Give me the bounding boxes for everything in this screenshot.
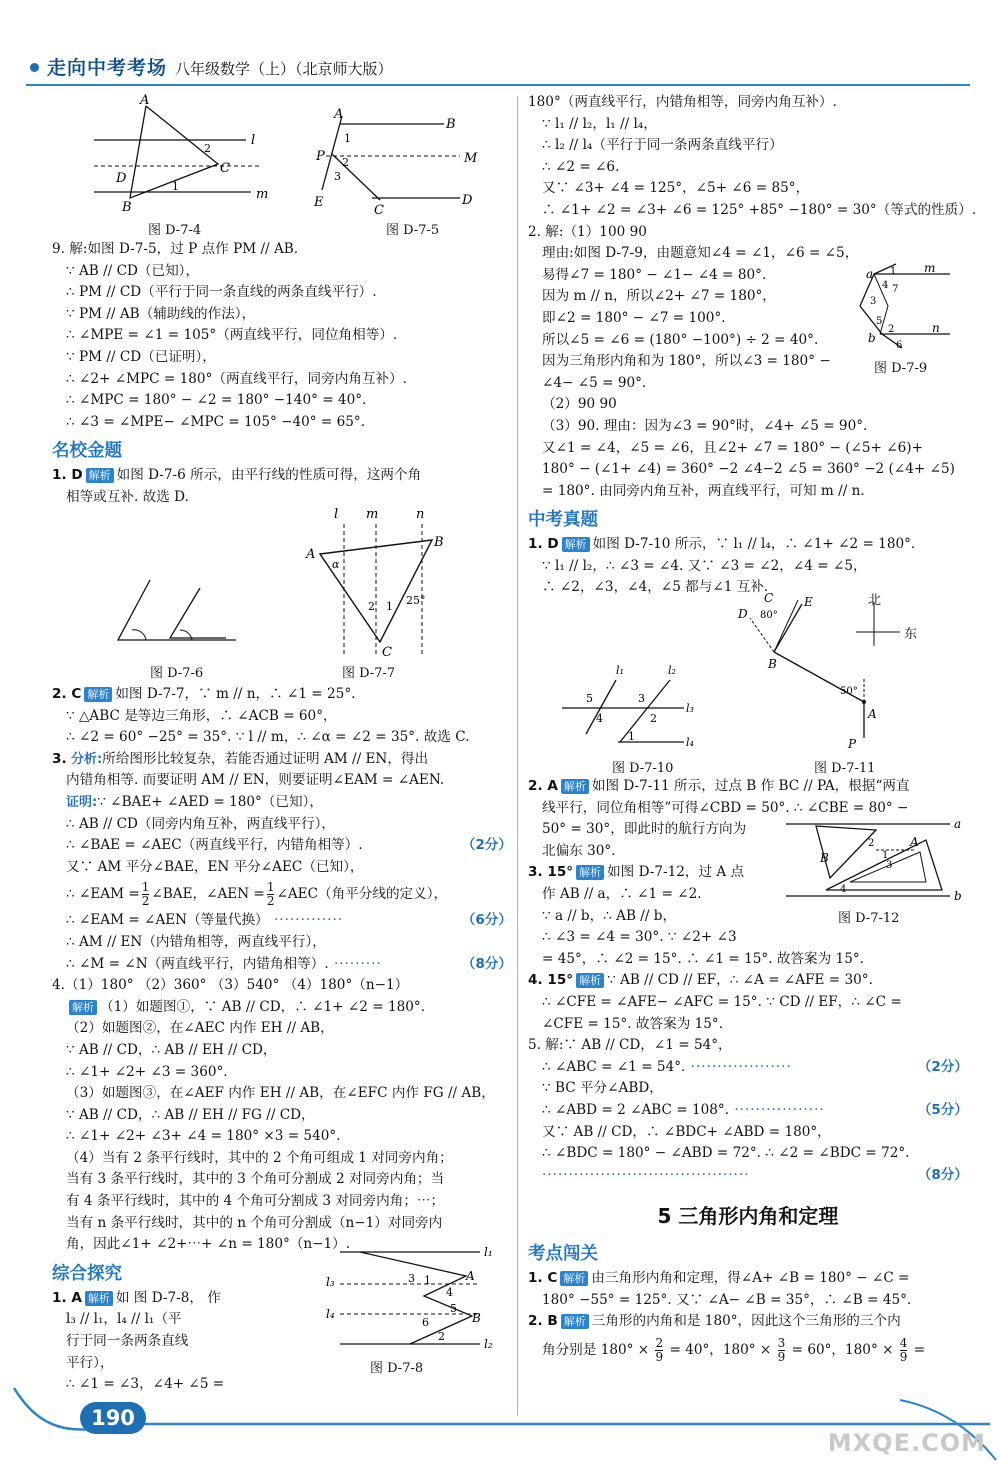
figure-d-7-9 [852,262,962,354]
r-q2-text: 因为 m // n，所以∠2+ ∠7 = 180°， [542,288,776,305]
svg-text:a: a [866,267,874,281]
svg-text:l₂: l₂ [668,664,676,677]
k2-text: = 60°，180° × [791,1342,894,1359]
compass-east: 东 [904,627,918,642]
k2-text: 角分别是 180° × [542,1342,650,1359]
svg-text:B: B [446,117,456,132]
q9-line: ∴ ∠3 = ∠MPE− ∠MPC = 105° −40° = 65°. [66,413,366,430]
svg-text:C: C [374,203,384,218]
figure-d-7-10 [556,660,706,756]
analysis-tag: 解析 [69,1000,97,1015]
z5-text: 又∵ AB // CD，∴ ∠BDC+ ∠ABD = 180°， [542,1123,831,1140]
q9-line: ∵ PM // AB（辅助线的作法）， [66,305,256,322]
z4-text: ∴ ∠CFE = ∠AFE− ∠AFC = 15°. ∵ CD // EF，∴ ∠C = [542,993,902,1010]
q-number: 2. A [528,778,558,794]
svg-text:m: m [924,262,936,275]
analysis-tag: 解析 [562,537,590,552]
r-q2-text: 即∠2 = 180° − ∠7 = 100°. [542,309,726,326]
score-mark: （8分） [917,1166,968,1183]
figure-d-7-11 [730,590,930,750]
z2-text: 如图 D-7-11 所示，过点 B 作 BC // PA，根据“两直 [591,778,910,794]
k2-text: = [913,1342,926,1359]
figure-d-7-5 [312,94,492,222]
leader-dots: ··················· [685,1058,792,1075]
chapter-title: 5 三角形内角和定理 [657,1204,839,1229]
svg-text:m: m [366,507,379,522]
svg-text:m: m [256,187,269,202]
zhengming-label: 证明: [66,794,98,810]
svg-text:l: l [251,133,256,148]
svg-text:B: B [820,851,829,865]
svg-text:l₃: l₃ [686,702,694,715]
q-number: 1. C [528,1270,558,1287]
q3-text: ∴ ∠EAM = ∠AEN（等量代换） [66,912,269,929]
svg-text:25°: 25° [406,594,426,607]
caption-d-7-6: 图 D-7-6 [150,666,204,681]
q-number: 1. D [52,467,83,484]
q3-text: 又∵ AM 平分∠BAE，EN 平分∠AEC（已知）， [66,858,364,875]
svg-text:b: b [954,889,962,903]
q1b-text: 如 图 D-7-8， 作 [115,1289,221,1306]
z5-text: ∵ BC 平分∠ABD， [542,1080,663,1097]
svg-text:C: C [382,645,392,660]
q9-line: ∴ PM // CD（平行于同一条直线的两条直线平行）. [66,284,377,301]
svg-text:2: 2 [204,142,211,155]
svg-text:B: B [122,200,132,215]
z4-text: ∠CFE = 15°. 故答案为 15°. [542,1015,724,1032]
z3-text: ∵ a // b，∴ AB // b， [542,907,677,924]
q1b-text: 平行）， [66,1354,114,1371]
q1-text: 如图 D-7-6 所示，由平行线的性质可得，这两个角 [116,467,422,484]
figure-d-7-6 [100,570,250,660]
r-q2-text: ∠4− ∠5 = 90°. [542,374,647,391]
r-q2-text: 因为三角形内角和为 180°，所以∠3 = 180° − [542,353,831,370]
q1-text: 相等或互补. 故选 D. [66,488,189,505]
q4-text: 有 4 条平行线时，其中的 4 个角可分割成 3 对同旁内角；⋯； [66,1193,445,1210]
z3-text: = 45°，∴ ∠2 = 15°. ∴ ∠1 = 15°. 故答案为 15°. [542,950,864,967]
analysis-tag: 解析 [576,973,604,988]
section-title-zhongkao: 中考真题 [528,510,598,531]
z3-text: 作 AB // a，∴ ∠1 = ∠2. [542,885,702,902]
q2-text: ∵ △ABC 是等边三角形，∴ ∠ACB = 60°， [66,707,337,724]
leader-dots: ········· [328,955,382,972]
q9-line: ∴ ∠MPE = ∠1 = 105°（两直线平行，同位角相等）. [66,327,398,344]
svg-text:E: E [804,595,813,609]
cont-text: 又∵ ∠3+ ∠4 = 125°，∠5+ ∠6 = 85°， [542,180,810,197]
svg-text:α: α [332,558,340,571]
r-q2-text: 理由:如图 D-7-9，由题意知∠4 = ∠1，∠6 = ∠5， [542,245,859,262]
z5-text: 5. 解:∵ AB // CD，∠1 = 54°， [528,1037,732,1054]
leader-dots: ················· [729,1101,825,1118]
svg-text:l₁: l₁ [616,664,624,677]
score-mark: （6分） [461,912,512,929]
analysis-tag: 解析 [561,1314,589,1329]
r-q2-text: （3）90. 理由：因为∠3 = 90°时，∠4+ ∠5 = 90°. [542,417,868,434]
figure-d-7-8 [300,1240,500,1358]
svg-text:2: 2 [868,838,875,849]
analysis-tag: 解析 [86,468,114,483]
svg-text:A: A [334,107,344,122]
svg-text:P: P [848,737,857,750]
q-number: 2. C [52,686,82,702]
caption-d-7-7: 图 D-7-7 [342,666,396,681]
svg-text:b: b [868,331,876,345]
svg-text:1: 1 [344,132,351,145]
cont-text: ∴ ∠2 = ∠6. [542,158,620,175]
q4-text: （1）如题图①，∵ AB // CD，∴ ∠1+ ∠2 = 180°. [100,998,426,1015]
svg-text:B: B [434,535,444,550]
q4-text: 4.（1）180° （2）360° （3）540° （4）180°（n−1） [52,977,409,994]
svg-text:A: A [868,707,877,721]
svg-text:3: 3 [638,692,645,705]
svg-text:l: l [334,507,339,522]
q3-text: ∠BAE，∠AEN = [151,886,265,903]
svg-text:2: 2 [888,324,895,335]
left-column [52,239,512,509]
caption-d-7-11: 图 D-7-11 [814,761,876,776]
svg-text:5: 5 [876,316,883,327]
svg-text:1: 1 [882,850,889,861]
svg-text:B: B [768,657,777,671]
leader-dots: ············· [268,912,344,929]
column-divider [517,96,518,1416]
q4-text: 当有 n 条平行线时，其中的 n 个角可分割成（n−1）对同旁内 [66,1214,443,1231]
z4-text: ∵ AB // CD // EF，∴ ∠A = ∠AFE = 30°. [607,972,873,989]
q1b-text: 行于同一条两条直线 [66,1333,189,1350]
fraction-half: $\frac{1}{2}$ [141,880,150,909]
q4-text: （3）如题图③，在∠AEF 内作 EH // AB，在∠EFC 内作 FG // AB， [66,1085,495,1102]
svg-text:1: 1 [386,600,393,613]
q3-text: ∴ ∠M = ∠N（两直线平行，内错角相等）. [66,955,329,972]
svg-text:A: A [306,547,316,562]
q2-text: ∴ ∠2 = 60° −25° = 35°. ∵ l // m，∴ ∠α = ∠2 = 35°. 故选 C. [66,729,470,746]
svg-text:3: 3 [408,1272,415,1285]
svg-text:D: D [738,607,748,621]
analysis-tag: 解析 [561,779,589,794]
svg-text:C: C [220,161,230,176]
z5-text: ∴ ∠ABD = 2 ∠ABC = 108°. [542,1101,730,1118]
svg-text:B: B [472,1311,481,1325]
q3-text: ∴ ∠BAE = ∠AEC（两直线平行，内错角相等）. [66,837,363,854]
q3-text: 内错角相等. 而要证明 AM // EN，则要证明∠EAM = ∠AEN. [66,772,445,789]
cont-text: ∵ l₁ // l₂，l₁ // l₄， [542,115,657,132]
r-q2-text: 180° − (∠1+ ∠4) = 360° −2 ∠4−2 ∠5 = 360° −2 (∠4+ ∠5) [542,461,955,478]
q1b-text: l₃ // l₁，l₄ // l₁（平 [66,1311,182,1328]
q3-text: 所给图形比较复杂，若能否通过证明 AM // EN，得出 [102,750,429,767]
q4-text: 角，因此∠1+ ∠2+⋯+ ∠n = 180°（n−1）. [66,1236,351,1253]
svg-text:1: 1 [628,730,635,743]
z2-text: 线平行，同位角相等”可得∠CBD = 50°. ∴ ∠CBE = 80° − [542,799,909,816]
analysis-tag: 解析 [560,1271,588,1286]
score-mark: （5分） [917,1101,968,1118]
section-title-zonghe: 综合探究 [52,1263,122,1284]
svg-text:3: 3 [334,170,341,183]
svg-text:E: E [314,195,324,210]
k1-text: 由三角形内角和定理，得∠A+ ∠B = 180° − ∠C = [591,1270,910,1287]
z5-text: ∴ ∠BDC = 180° − ∠ABD = 72°. ∴ ∠2 = ∠BDC = 72°. [542,1145,910,1162]
svg-text:50°: 50° [840,686,858,697]
cont-text: ∴ ∠1+ ∠2 = ∠3+ ∠6 = 125° +85° −180° = 30°（等式的性质）. [542,201,977,218]
caption-d-7-10: 图 D-7-10 [612,761,674,776]
svg-text:4: 4 [840,884,847,895]
q4-text: ∴ ∠1+ ∠2+ ∠3 = 360°. [66,1063,228,1080]
q-number: 1. A [52,1289,82,1306]
q9-line: ∴ ∠2+ ∠MPC = 180°（两直线平行，同旁内角互补）. [66,370,407,387]
page-number: 190 [80,1402,146,1434]
svg-text:80°: 80° [760,610,778,621]
svg-text:7: 7 [892,284,899,295]
svg-text:6: 6 [896,340,903,351]
svg-text:2: 2 [650,712,657,725]
r-q2-text: 2. 解:（1）100 90 [528,223,647,240]
compass-north: 北 [868,593,882,608]
svg-text:l₄: l₄ [686,736,694,749]
fraction: $\frac{4}{9}$ [899,1336,908,1365]
page-header [30,58,393,84]
caption-d-7-8: 图 D-7-8 [370,1361,424,1376]
z2-text: 北偏东 30°. [542,842,616,859]
svg-text:3: 3 [886,860,893,871]
figure-d-7-4 [86,94,276,224]
svg-text:2: 2 [438,1330,445,1343]
r-q2-text: （2）90 90 [542,396,617,413]
q2-text: 如图 D-7-7，∵ m // n，∴ ∠1 = 25°. [115,686,356,702]
k1-text: 180° −55° = 125°. 又∵ ∠A− ∠B = 35°，∴ ∠B = 45°. [542,1291,912,1308]
book-brand: 走向中考考场 [47,57,168,79]
section-title-mingxiao: 名校金题 [52,441,122,462]
q9-line: 9. 解:如图 D-7-5，过 P 点作 PM // AB. [52,241,299,257]
z1-text: 如图 D-7-10 所示，∵ l₁ // l₄，∴ ∠1+ ∠2 = 180°. [592,536,916,553]
r-q2-text: = 180°. 由同旁内角互补，两直线平行，可知 m // n. [542,482,865,499]
q4-text: （4）当有 2 条平行线时，其中的 2 个角可组成 1 对同旁内角； [66,1149,453,1166]
z2-text: 50° = 30°，即此时的航行方向为 [542,821,747,838]
q3-text: ∴ AB // CD（同旁内角互补，两直线平行）， [66,815,335,832]
r-q2-text: 又∠1 = ∠4，∠5 = ∠6，且∠2+ ∠7 = 180° − (∠5+ ∠6)+ [542,439,923,456]
score-mark: （2分） [917,1058,968,1075]
k2-text: = 40°，180° × [669,1342,772,1359]
svg-text:A: A [140,94,150,108]
svg-text:2: 2 [368,600,375,613]
svg-text:6: 6 [422,1316,429,1329]
header-rule [26,84,970,86]
z3-text: ∴ ∠3 = ∠4 = 30°. ∵ ∠2+ ∠3 [542,929,737,946]
svg-text:P: P [316,149,325,164]
q-number: 4. 15° [528,972,574,989]
fraction: $\frac{3}{9}$ [777,1336,786,1365]
k2-text: 三角形的内角和是 180°，因此这个三角形的三个内 [591,1313,901,1330]
svg-text:l₄: l₄ [326,1307,335,1321]
analysis-tag: 解析 [576,865,604,880]
caption-d-7-12: 图 D-7-12 [838,911,900,926]
figure-d-7-7 [300,506,470,664]
svg-text:2: 2 [342,156,349,169]
svg-text:1: 1 [172,180,179,193]
svg-text:l₃: l₃ [326,1275,335,1289]
fraction: $\frac{2}{9}$ [655,1336,664,1365]
q3-text: ∠AEC（角平分线的定义）， [276,886,448,903]
q4-text: ∴ ∠1+ ∠2+ ∠3+ ∠4 = 180° ×3 = 540°. [66,1128,341,1145]
svg-text:M: M [464,151,478,166]
svg-text:1: 1 [890,266,897,277]
svg-text:5: 5 [586,692,593,705]
fraction-half: $\frac{1}{2}$ [266,880,275,909]
score-mark: （8分） [461,955,512,972]
q4-text: 当有 3 条平行线时，其中的 3 个角可分割成 2 对同旁内角；当 [66,1171,445,1188]
z3-text: 如图 D-7-12，过 A 点 [607,864,745,881]
svg-text:4: 4 [446,1286,453,1299]
q4-text: （2）如题图②，在∠AEC 内作 EH // AB， [66,1020,334,1037]
q4-text: ∵ AB // CD，∴ AB // EH // CD， [66,1041,277,1058]
z1-text: ∴ ∠2，∠3，∠4，∠5 都与∠1 互补. [542,579,769,596]
q-number: 1. D [528,536,559,553]
r-q2-text: 所以∠5 = ∠6 = (180° −100°) ÷ 2 = 40°. [542,331,819,348]
fenxi-label: 分析: [70,751,103,767]
section-title-kaodian: 考点闯关 [528,1244,598,1265]
svg-text:n: n [416,507,425,522]
svg-text:C: C [764,591,774,605]
bullet-dot-icon [30,63,39,72]
svg-text:D: D [116,171,127,186]
book-subtitle: 八年级数学（上）（北京师大版） [175,60,393,78]
q-number: 2. B [528,1313,558,1330]
q9-line: ∵ AB // CD（已知）， [66,262,200,279]
z5-text: ∴ ∠ABC = ∠1 = 54°. [542,1058,686,1075]
svg-text:n: n [932,321,940,335]
analysis-tag: 解析 [85,1291,113,1306]
q9-line: ∴ ∠MPC = 180° − ∠2 = 180° −140° = 40°. [66,392,367,409]
caption-d-7-4: 图 D-7-4 [148,223,202,238]
caption-d-7-9: 图 D-7-9 [874,361,928,376]
z1-text: ∵ l₁ // l₂，∴ ∠3 = ∠4. 又∵ ∠3 = ∠2，∠4 = ∠5， [542,557,867,574]
q3-text: ∴ AM // EN（内错角相等，两直线平行）， [66,933,326,950]
svg-text:a: a [954,817,962,831]
cont-text: 180°（两直线平行，内错角相等，同旁内角互补）. [528,94,837,110]
svg-text:A: A [910,835,919,849]
q-number: 3. 15° [528,864,574,881]
caption-d-7-5: 图 D-7-5 [386,223,440,238]
analysis-tag: 解析 [84,687,112,702]
q1b-text: ∴ ∠1 = ∠3，∠4+ ∠5 = [66,1376,225,1393]
q4-text: ∵ AB // CD，∴ AB // EH // FG // CD， [66,1106,315,1123]
score-mark: （2分） [461,837,512,854]
svg-text:l₂: l₂ [484,1337,493,1351]
svg-text:1: 1 [424,1274,431,1287]
svg-text:A: A [466,1269,475,1283]
cont-text: ∴ l₂ // l₄（平行于同一条两条直线平行） [542,137,783,154]
watermark: MXQE.COM [827,1428,986,1457]
q3-text: ∵ ∠BAE+ ∠AED = 180°（已知）， [97,793,323,810]
svg-text:4: 4 [596,712,603,725]
q9-line: ∵ PM // CD（已证明）， [66,348,216,365]
q-number: 3. [52,750,67,767]
svg-text:4: 4 [882,280,889,291]
r-q2-text: 易得∠7 = 180° − ∠1− ∠4 = 80°. [542,266,767,283]
svg-text:D: D [462,193,473,208]
svg-text:5: 5 [450,1302,457,1315]
leader-dots: ······································· [542,1166,750,1183]
figure-d-7-12 [786,812,964,908]
svg-text:l₁: l₁ [484,1245,493,1259]
svg-text:3: 3 [870,296,877,307]
q3-eam: ∴ ∠EAM = [66,886,140,903]
